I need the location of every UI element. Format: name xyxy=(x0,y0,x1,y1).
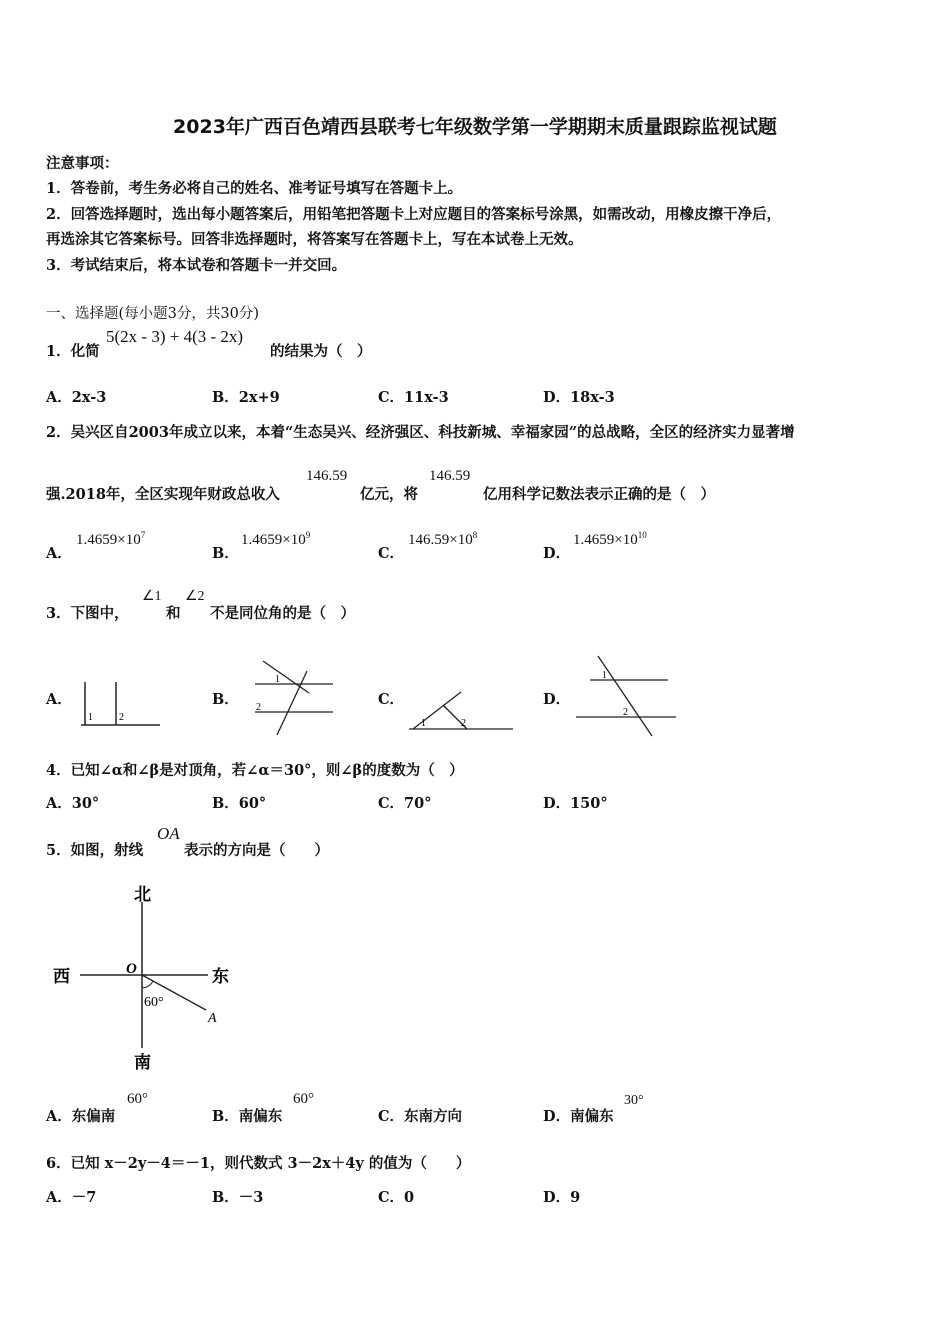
section-heading: 一、选择题(每小题3分，共30分) xyxy=(46,306,259,322)
q3-figure-b xyxy=(245,655,337,740)
q1-prefix: 1．化简 xyxy=(46,343,100,360)
notice-item-3: 3．考试结束后，将本试卷和答题卡一并交回。 xyxy=(46,257,347,274)
q2-number-1: 146.59 xyxy=(306,468,348,484)
q3-option-b: B． xyxy=(212,691,239,708)
notice-item-2b: 再选涂其它答案标号。回答非选择题时，将答案写在答题卡上，写在本试卷上无效。 xyxy=(46,231,583,248)
svg-text:60°: 60° xyxy=(144,995,164,1010)
q2-option-c-value: $146.59\times 10^8$ xyxy=(408,530,478,548)
q2-option-a-label: A． xyxy=(46,545,72,562)
q1-option-d: D．18x-3 xyxy=(543,389,615,406)
q5-ray: OA xyxy=(157,824,180,843)
q2-suffix: 亿用科学记数法表示正确的是（ ） xyxy=(483,486,715,503)
q1-option-c: C．11x-3 xyxy=(378,389,449,406)
q2-number-2: 146.59 xyxy=(429,468,471,484)
q5-option-a: A．东偏南 xyxy=(46,1108,116,1125)
q2-option-b-label: B． xyxy=(212,545,239,562)
q3-prefix: 3．下图中， xyxy=(46,605,129,622)
q5-suffix: 表示的方向是（ ） xyxy=(184,842,329,859)
notice-heading: 注意事项： xyxy=(46,155,119,172)
notice-item-1: 1．答卷前，考生务必将自己的姓名、准考证号填写在答题卡上。 xyxy=(46,180,463,197)
q6-option-b: B．－3 xyxy=(212,1189,264,1206)
q3-suffix: 不是同位角的是（ ） xyxy=(210,605,355,622)
q2-option-a-value: $1.4659\times 10^7$ xyxy=(76,530,146,548)
q2-middle: 亿元，将 xyxy=(360,486,418,503)
q2-line-1: 2．吴兴区自2003年成立以来，本着“生态吴兴、经济强区、科技新城、幸福家园”的总战略，全区的经济实力显著增 xyxy=(46,424,795,441)
q4-option-a: A．30° xyxy=(46,795,100,812)
q4-option-b: B．60° xyxy=(212,795,267,812)
q5-option-c: C．东南方向 xyxy=(378,1108,463,1125)
svg-text:1: 1 xyxy=(602,670,607,681)
svg-text:1: 1 xyxy=(88,712,93,723)
q4-option-d: D．150° xyxy=(543,795,608,812)
page-title: 2023年广西百色靖西县联考七年级数学第一学期期末质量跟踪监视试题 xyxy=(173,116,777,138)
q5-option-b: B．南偏东 xyxy=(212,1108,283,1125)
q2-option-c-label: C． xyxy=(378,545,405,562)
svg-text:2: 2 xyxy=(119,712,124,723)
q4-option-c: C．70° xyxy=(378,795,432,812)
q3-and: 和 xyxy=(166,605,181,622)
q2-option-d-label: D． xyxy=(543,545,571,562)
q4-text: 4．已知∠α和∠β是对顶角，若∠α＝30°，则∠β的度数为（ ） xyxy=(46,762,464,779)
svg-text:2: 2 xyxy=(623,707,628,718)
q3-angle-1: ∠1 xyxy=(142,589,162,604)
q6-option-a: A．－7 xyxy=(46,1189,97,1206)
svg-text:1: 1 xyxy=(421,718,426,729)
q1-option-a: A．2x-3 xyxy=(46,389,107,406)
q6-text: 6．已知 x－2y－4＝－1，则代数式 3－2x＋4y 的值为（ ） xyxy=(46,1155,471,1172)
svg-text:东: 东 xyxy=(212,967,229,986)
q5-option-b-degree: 60° xyxy=(293,1091,314,1107)
q5-prefix: 5．如图，射线 xyxy=(46,842,144,859)
q6-option-d: D．9 xyxy=(543,1189,581,1206)
svg-text:O: O xyxy=(126,961,137,977)
q3-option-a: A． xyxy=(46,691,72,708)
q1-suffix: 的结果为（ ） xyxy=(270,343,372,360)
svg-text:南: 南 xyxy=(134,1053,151,1072)
notice-item-2a: 2．回答选择题时，选出每小题答案后，用铅笔把答题卡上对应题目的答案标号涂黑，如需改动，用橡皮擦干净后， xyxy=(46,206,782,223)
svg-text:2: 2 xyxy=(256,702,261,713)
q1-option-b: B．2x+9 xyxy=(212,389,280,406)
svg-text:A: A xyxy=(208,1011,217,1026)
svg-text:西: 西 xyxy=(53,967,70,986)
q5-option-a-degree: 60° xyxy=(127,1091,148,1107)
q3-option-c: C． xyxy=(378,691,405,708)
q1-expression: 5(2x - 3) + 4(3 - 2x) xyxy=(106,327,244,346)
q5-compass-figure xyxy=(40,880,250,1080)
svg-text:北: 北 xyxy=(134,885,151,904)
q2-prefix: 强.2018年，全区实现年财政总收入 xyxy=(46,486,280,503)
q3-figure-d xyxy=(572,652,680,742)
q2-option-b-value: $1.4659\times 10^9$ xyxy=(241,530,311,548)
svg-text:1: 1 xyxy=(275,674,280,685)
q5-option-d-degree: 30° xyxy=(624,1093,644,1108)
svg-text:2: 2 xyxy=(461,718,466,729)
q3-option-d: D． xyxy=(543,691,571,708)
q5-option-d: D．南偏东 xyxy=(543,1108,614,1125)
q3-angle-2: ∠2 xyxy=(185,589,205,604)
q3-figure-a xyxy=(78,680,164,730)
q6-option-c: C．0 xyxy=(378,1189,415,1206)
q3-figure-c xyxy=(405,684,517,736)
q2-option-d-value: $1.4659\times 10^{10}$ xyxy=(573,530,647,548)
